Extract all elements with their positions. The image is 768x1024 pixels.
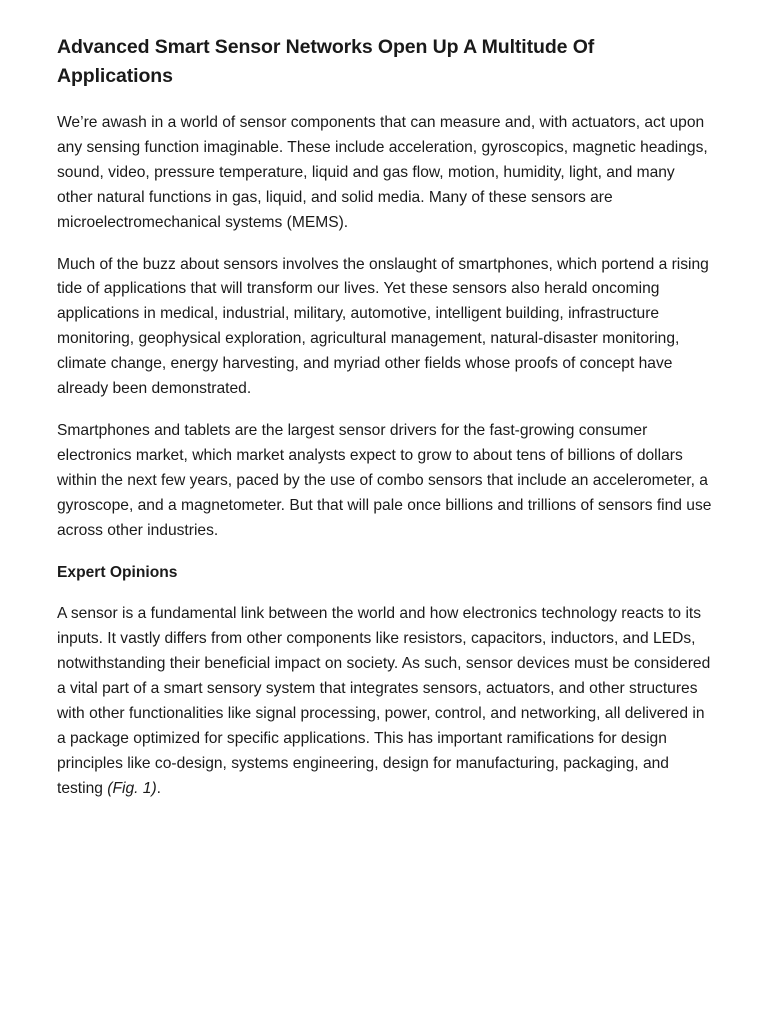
article-title: Advanced Smart Sensor Networks Open Up A Multitude Of Applications xyxy=(57,36,595,87)
subheading-expert-opinions: Expert Opinions xyxy=(57,563,178,581)
paragraph-smartphones-buzz: Much of the buzz about sensors involves the onslaught of smartphones, which portend a rising tide of applications that will transform our lives. Yet these sensors also herald oncoming applications in medical, industrial, military, automotive, intelligent building, infrastructure monitoring, geophysical exploration, agricultural management, natural-disaster monitoring, climate change, energy harvesting, and myriad other fields whose proofs of concept have already been demonstrated. xyxy=(57,255,709,398)
paragraph-expert-opinion-text: A sensor is a fundamental link between the world and how electronics technology reacts to its inputs. It vastly differs from other components like resistors, capacitors, inductors, and LEDs, notwithstanding their beneficial impact on society. As such, sensor devices must be considered a vital part of a smart sensory system that integrates sensors, actuators, and other structures with other functionalities like signal processing, power, control, and networking, all delivered in a package optimized for specific applications. This has important ramifications for design principles like co-design, systems engineering, design for manufacturing, packaging, and testing xyxy=(57,605,711,797)
paragraph-expert-opinion xyxy=(57,602,712,801)
paragraph-intro: We’re awash in a world of sensor components that can measure and, with actuators, act upon any sensing function imaginable. These include acceleration, gyroscopics, magnetic headings, sound, video, pressure temperature, liquid and gas flow, motion, humidity, light, and many other natural functions in gas, liquid, and solid media. Many of these sensors are microelectromechanical systems (MEMS). xyxy=(57,114,708,231)
paragraph-end-punctuation: . xyxy=(156,779,162,797)
paragraph-market: Smartphones and tablets are the largest sensor drivers for the fast-growing consumer electronics market, which market analysts expect to grow to about tens of billions of dollars within the next few years, paced by the use of combo sensors that include an accelerometer, a gyroscope, and a magnetometer. But that will pale once billions and trillions of sensors find use across other industries. xyxy=(57,421,712,539)
figure-reference: (Fig. 1) xyxy=(107,779,157,797)
